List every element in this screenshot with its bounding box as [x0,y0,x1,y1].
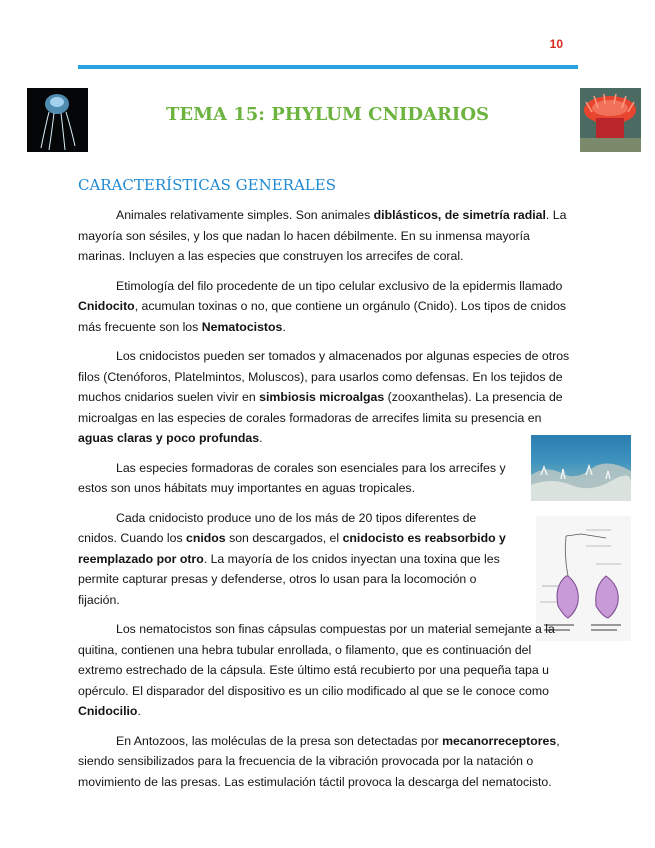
text-run: . [137,704,141,718]
bold-term: cnidocisto es reabsorbido y reemplazado por otro [78,531,506,566]
text-run: Etimología del filo procedente de un tipo celular exclusivo de la epidermis llamado [116,278,563,293]
text-run: En Antozoos, las moléculas de la presa son detectadas por [116,733,443,748]
bold-term: Cnidocilio [78,704,138,718]
text-run: . La mayoría de los cnidos inyectan una toxina que les permite capturar presas y defenderse, otros lo usan para la locomoción o fijación. [78,551,500,607]
page-number: 10 [549,37,563,51]
bold-term: Cnidocito [78,299,135,313]
bold-term: cnidos [186,531,226,545]
text-run: Animales relativamente simples. Son animales [116,208,374,222]
paragraph [78,508,518,611]
page-title: TEMA 15: PHYLUM CNIDARIOS [165,104,489,125]
paragraph [78,731,578,793]
bold-term: Nematocistos [201,319,283,334]
body-text [78,205,578,801]
text-run: Los nematocistos son finas cápsulas compuestas por un material semejante a la quitina, contienen una hebra tubular enrollada, o filamento, que es continuación del extremo estrechado de la cápsula. Este último está recubierto por una pequeña tapa u opérculo. El disparador del dispositivo es un cilio modificado al que se le conoce como [78,622,555,698]
text-run: son descargados, el [225,531,343,545]
bold-term: simbiosis microalgas [259,390,385,404]
text-run: Los cnidocistos pueden ser tomados y almacenados por algunas especies de otros filos (Ctenóforos, Platelmintos, Moluscos), para usarlos como defensas. En los tejidos de muchos cnidarios suelen vivir en [78,349,570,404]
bold-term: aguas claras y poco profundas [78,431,260,445]
paragraph [78,458,528,499]
paragraph [78,619,578,722]
text-run: , acumulan toxinas o no, que contiene un orgánulo (Cnido). Los tipos de cnidos más frecuente son los [78,299,567,334]
text-run: Las especies formadoras de corales son esenciales para los arrecifes y estos son unos hábitats muy importantes en aguas tropicales. [78,460,506,495]
bold-term: mecanorreceptores [442,733,557,748]
text-run: Cada cnidocisto produce uno de los más de 20 tipos diferentes de cnidos. Cuando los [78,510,477,545]
paragraph [78,276,578,338]
header-rule [78,65,578,69]
section-heading: CARACTERÍSTICAS GENERALES [78,176,336,194]
text-run: . [282,319,286,334]
paragraph [78,346,578,449]
text-run: . [259,431,263,445]
text-run: , siendo sensibilizados para la frecuencia de la vibración provocada por la natación o movimiento de las presas. Las estimulación táctil provoca la descarga del nematocisto. [78,733,560,789]
paragraph [78,205,578,267]
text-run: (zooxanthelas). La presencia de microalgas en las especies de corales formadoras de arrecifes limita su presencia en [78,390,563,425]
text-run: . La mayoría son sésiles, y los que nadan lo hacen débilmente. En su inmensa mayoría marinas. Incluyen a las especies que construyen los arrecifes de coral. [78,208,567,263]
bold-term: diblásticos, de simetría radial [373,208,546,222]
